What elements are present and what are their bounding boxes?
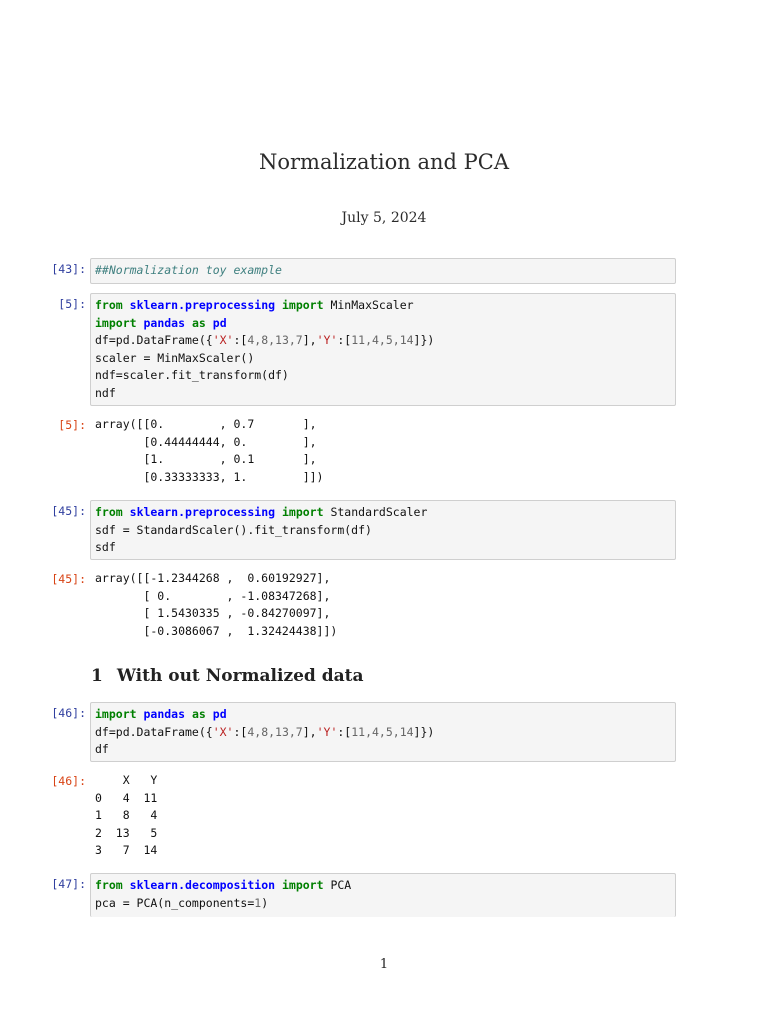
input-prompt: [5]: xyxy=(58,297,86,311)
output-prompt: [46]: xyxy=(51,774,86,788)
section-heading xyxy=(91,666,364,686)
output-prompt: [45]: xyxy=(51,572,86,586)
input-prompt: [46]: xyxy=(51,706,86,720)
input-prompt: [45]: xyxy=(51,504,86,518)
code-line: pca = PCA(n_components=1) xyxy=(95,895,269,910)
code-input[interactable] xyxy=(90,500,676,560)
section-title: With out Normalized data xyxy=(116,666,364,686)
code-line: df=pd.DataFrame({'X':[4,8,13,7],'Y':[11,4,5,14]}) xyxy=(95,333,435,347)
cell-output: array([[-1.2344268 , 0.60192927], [ 0. , -1.08347268], [ 1.5430335 , -0.84270097], [-0.3086067 , 1.32424438]]) xyxy=(95,571,338,638)
code-input[interactable] xyxy=(90,258,676,284)
code-comment: ##Normalization toy example xyxy=(95,263,282,277)
output-prompt: [5]: xyxy=(58,418,86,432)
code-line: import pandas as pd xyxy=(95,707,227,721)
code-line: ndf=scaler.fit_transform(df) xyxy=(95,368,289,382)
cell-output: array([[0. , 0.7 ], [0.44444444, 0. ], [1. , 0.1 ], [0.33333333, 1. ]]) xyxy=(95,417,324,484)
code-line: df xyxy=(95,742,109,756)
input-prompt: [43]: xyxy=(51,262,86,276)
code-input[interactable] xyxy=(90,702,676,762)
code-line: from sklearn.preprocessing import StandardScaler xyxy=(95,505,428,519)
input-prompt: [47]: xyxy=(51,877,86,891)
page-number: 1 xyxy=(379,957,389,972)
code-line: import pandas as pd xyxy=(95,315,227,330)
code-line: from sklearn.preprocessing import MinMaxScaler xyxy=(95,298,414,312)
code-input[interactable] xyxy=(90,293,676,406)
code-line: from sklearn.decomposition import PCA xyxy=(95,878,352,892)
code-line: sdf xyxy=(95,540,116,554)
code-line: sdf = StandardScaler().fit_transform(df) xyxy=(95,522,372,537)
section-number: 1 xyxy=(91,666,103,686)
code-line: df=pd.DataFrame({'X':[4,8,13,7],'Y':[11,4,5,14]}) xyxy=(95,724,435,739)
code-line: ndf xyxy=(95,385,116,400)
document-title: Normalization and PCA xyxy=(258,150,510,174)
code-line: scaler = MinMaxScaler() xyxy=(95,350,255,365)
code-input[interactable] xyxy=(90,873,676,917)
document-date: July 5, 2024 xyxy=(341,210,427,226)
dataframe-output: X Y 0 4 11 1 8 4 2 13 5 3 7 14 xyxy=(95,773,158,857)
